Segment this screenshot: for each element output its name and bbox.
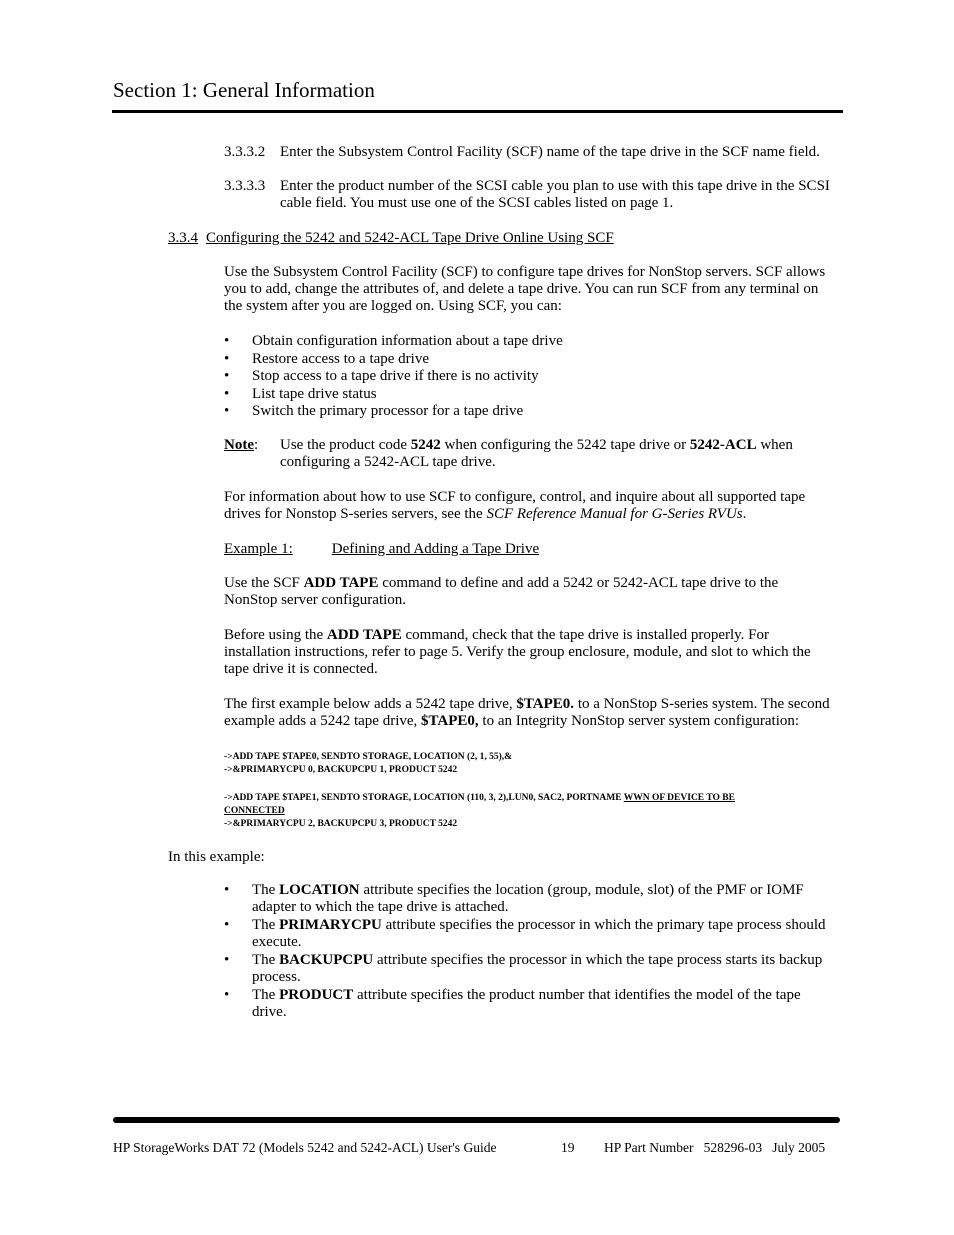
footer-rule	[113, 1117, 840, 1123]
list-item-text: Stop access to a tape drive if there is no activity	[252, 368, 539, 384]
list-item-text: The BACKUPCPU attribute specifies the processor in which the tape process starts its backup process.	[252, 951, 823, 985]
code-line: CONNECTED	[224, 806, 285, 816]
list-item-text: The PRODUCT attribute specifies the product number that identifies the model of the tape drive.	[252, 986, 801, 1020]
list-item-text: Restore access to a tape drive	[252, 350, 430, 367]
section-text-line: cable field. You must use one of the SCSI cables listed on page 1.	[280, 195, 674, 211]
in-this-example-label: In this example:	[168, 849, 265, 865]
footer-guide-title: HP StorageWorks DAT 72 (Models 5242 and 5242-ACL) User's Guide	[113, 1140, 497, 1155]
list-item-text: Obtain configuration information about a tape drive	[252, 333, 563, 349]
section-heading-text: Configuring the 5242 and 5242-ACL Tape Drive Online Using SCF	[206, 230, 614, 246]
bullet-marker: •	[224, 882, 230, 898]
list-item	[0, 952, 954, 987]
before-paragraph	[224, 627, 811, 678]
paragraph-line: For information about how to use SCF to configure, control, and inquire about all supported tape	[224, 489, 806, 505]
example-title: Defining and Adding a Tape Drive	[331, 541, 540, 557]
bullet-marker: •	[224, 350, 230, 367]
paragraph-line: the system after you are logged on. Using SCF, you can:	[224, 298, 562, 314]
list-item	[0, 403, 954, 421]
paragraph-line: Use the Subsystem Control Facility (SCF) to configure tape drives for NonStop servers. SCF allows	[224, 264, 826, 280]
footer-page-number: 19	[561, 1140, 575, 1155]
section-text-line: Enter the product number of the SCSI cable you plan to use with this tape drive in the SCSI	[280, 178, 830, 194]
bullet-marker: •	[224, 917, 230, 933]
bullet-marker: •	[224, 368, 230, 384]
code-line: ->&PRIMARYCPU 0, BACKUPCPU 1, PRODUCT 5242	[224, 765, 458, 775]
bullet-marker: •	[224, 951, 230, 968]
example-heading	[224, 541, 539, 558]
bullet-marker: •	[224, 385, 230, 402]
paragraph-line: drives for Nonstop S-series servers, see the SCF Reference Manual for G-Series RVUs.	[224, 506, 747, 522]
page-section-title: Section 1: General Information	[113, 78, 375, 102]
bullet-marker: •	[224, 403, 230, 419]
code-line: ->&PRIMARYCPU 2, BACKUPCPU 3, PRODUCT 5242	[224, 819, 458, 829]
paragraph-line: Use the SCF ADD TAPE command to define and add a 5242 or 5242-ACL tape drive to the	[224, 575, 779, 591]
bullet-marker: •	[224, 986, 230, 1003]
code-line: ->ADD TAPE $TAPE0, SENDTO STORAGE, LOCATION (2, 1, 55),&	[224, 752, 513, 762]
manual-reference: SCF Reference Manual for G-Series RVUs	[486, 506, 743, 522]
list-item	[0, 917, 954, 952]
bullet-marker: •	[224, 333, 230, 349]
example-label: Example 1:	[224, 541, 293, 557]
list-item-text: Switch the primary processor for a tape drive	[252, 403, 524, 419]
paragraph-line: Before using the ADD TAPE command, check that the tape drive is installed properly. For	[224, 627, 770, 643]
list-item	[0, 368, 954, 386]
paragraph-line: The first example below adds a 5242 tape drive, $TAPE0. to a NonStop S-series system. The second	[224, 696, 830, 712]
footer-part-number: HP Part Number 528296-03 July 2005	[604, 1140, 826, 1155]
paragraph-line: you to add, change the attributes of, and delete a tape drive. You can run SCF from any terminal on	[224, 281, 819, 297]
section-number: 3.3.3.3	[224, 178, 266, 194]
list-item	[0, 882, 954, 917]
list-item-text: List tape drive status	[252, 385, 377, 402]
list-item	[0, 987, 954, 1022]
section-number: 3.3.4	[168, 230, 198, 246]
note-text-line: Use the product code 5242 when configuring the 5242 tape drive or 5242-ACL when	[280, 437, 793, 453]
list-item-text: The LOCATION attribute specifies the location (group, module, slot) of the PMF or IOMF adapter to which the tape drive is attached.	[252, 882, 804, 915]
paragraph-line: installation instructions, refer to page 5. Verify the group enclosure, module, and slot to which the	[224, 644, 811, 660]
code-example-1	[224, 751, 512, 777]
capabilities-list	[0, 333, 954, 421]
paragraph-line: example adds a 5242 tape drive, $TAPE0, to an Integrity NonStop server system configuration:	[224, 713, 800, 729]
paragraph-line: tape drive it is connected.	[224, 661, 378, 677]
section-text: Enter the Subsystem Control Facility (SCF) name of the tape drive in the SCF name field.	[280, 144, 820, 160]
note-label: Note:	[224, 437, 259, 453]
list-item	[0, 386, 954, 404]
paragraph-line: NonStop server configuration.	[224, 592, 407, 608]
list-item	[0, 351, 954, 369]
code-line: ->ADD TAPE $TAPE1, SENDTO STORAGE, LOCATION (110, 3, 2),LUN0, SAC2, PORTNAME WWN OF DEVICE TO BE	[224, 793, 735, 803]
code-example-2	[224, 792, 735, 831]
use-scf-paragraph	[224, 575, 778, 609]
attributes-list	[0, 882, 954, 1022]
list-item-text: The PRIMARYCPU attribute specifies the processor in which the primary tape process should execute.	[252, 917, 826, 950]
section-number: 3.3.3.2	[224, 144, 266, 160]
list-item	[0, 333, 954, 351]
note-text-line: configuring a 5242-ACL tape drive.	[280, 454, 496, 470]
first-example-paragraph	[224, 696, 830, 730]
header-rule	[112, 110, 843, 113]
intro-paragraph	[224, 264, 825, 315]
info-paragraph	[224, 489, 805, 523]
